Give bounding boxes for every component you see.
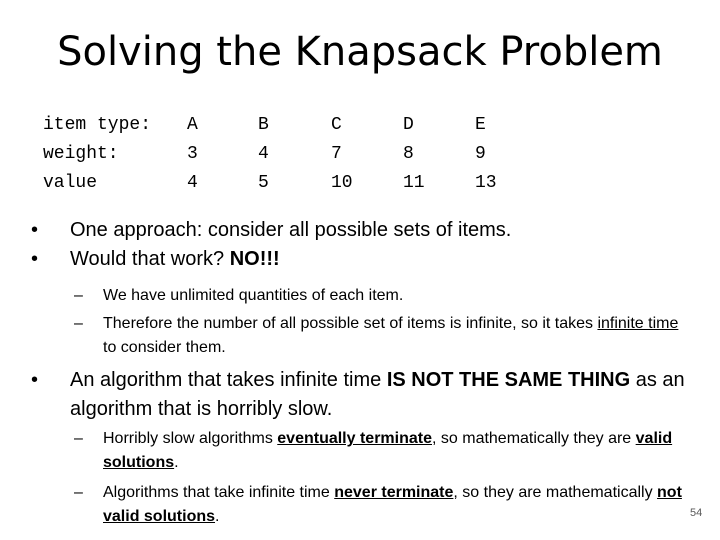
bullet-icon: • (31, 369, 39, 391)
item-table (43, 111, 563, 198)
dash-icon: – (74, 287, 83, 304)
bullet-icon: • (31, 219, 39, 241)
bullet-text: Would that work? NO!!! (70, 248, 280, 270)
table-row-weight (43, 140, 563, 169)
emphasis-valid-solutions: valid solutions (103, 430, 673, 471)
table-cell: 4 (187, 173, 198, 193)
table-cell: 11 (403, 173, 425, 193)
table-cell: 10 (331, 173, 353, 193)
emphasis-eventually-terminate: eventually terminate (277, 430, 432, 447)
table-cell: C (331, 115, 342, 135)
table-cell: 8 (403, 144, 414, 164)
dash-icon: – (74, 315, 83, 332)
table-cell: A (187, 115, 198, 135)
emphasis-infinite-time: infinite time (597, 315, 679, 332)
dash-icon: – (74, 430, 83, 447)
row-label: weight: (43, 144, 119, 164)
emphasis-not-same: IS NOT THE SAME THING (386, 369, 631, 391)
table-cell: 4 (258, 144, 269, 164)
bullet-text: An algorithm that takes infinite time IS NOT THE SAME THING as an algorithm that is horribly slow. (70, 369, 685, 420)
sub-bullet-text: Therefore the number of all possible set of items is infinite, so it takes infinite time to consider them. (103, 315, 679, 356)
row-label: value (43, 173, 98, 193)
table-cell: 13 (475, 173, 497, 193)
sub-bullet-text: Horribly slow algorithms eventually terminate, so mathematically they are valid solutions. (103, 430, 673, 471)
table-cell: 3 (187, 144, 198, 164)
table-cell: 9 (475, 144, 486, 164)
bullet-text: One approach: consider all possible sets of items. (70, 219, 512, 241)
table-cell: D (403, 115, 414, 135)
table-cell: E (475, 115, 486, 135)
table-cell: 5 (258, 173, 269, 193)
table-cell: 7 (331, 144, 342, 164)
emphasis-not-valid-solutions: not valid solutions (103, 484, 682, 525)
sub-bullet-text: We have unlimited quantities of each item. (103, 287, 404, 304)
table-cell: B (258, 115, 269, 135)
table-row-item-type (43, 111, 563, 140)
page-number: 54 (690, 507, 703, 519)
bullet-icon: • (31, 248, 39, 270)
dash-icon: – (74, 484, 83, 501)
slide-title: Solving the Knapsack Problem (57, 29, 663, 75)
emphasis-never-terminate: never terminate (334, 484, 454, 501)
row-label: item type: (43, 115, 152, 135)
table-row-value (43, 169, 563, 198)
sub-bullet-text: Algorithms that take infinite time never terminate, so they are mathematically not valid solutions. (103, 484, 682, 525)
emphasis-no: NO!!! (229, 248, 280, 270)
